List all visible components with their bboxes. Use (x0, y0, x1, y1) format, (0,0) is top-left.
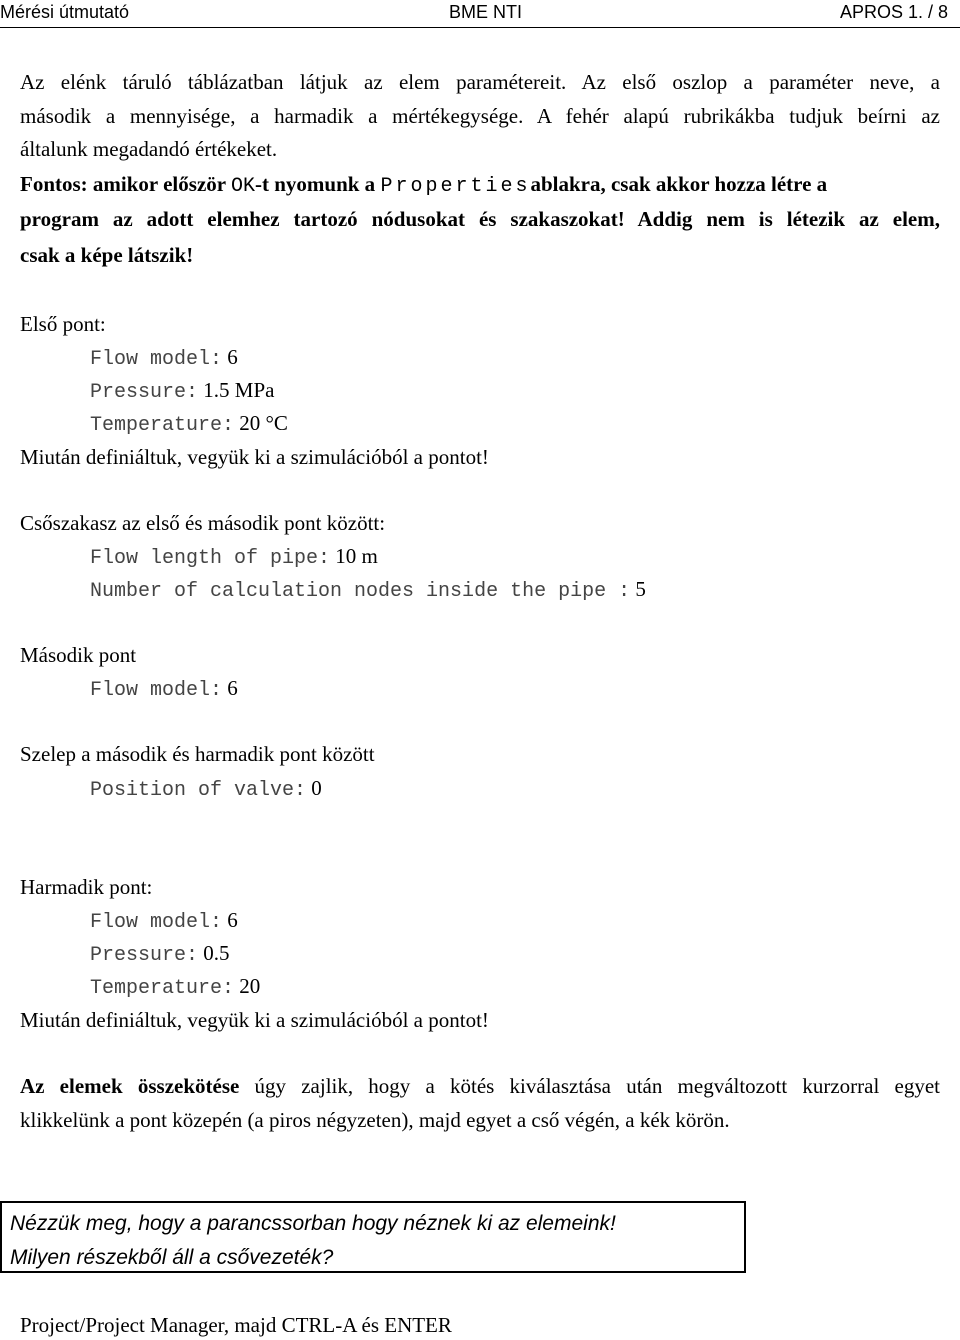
point1-flow-model (90, 345, 238, 371)
valve-position-value: 0 (306, 776, 322, 800)
warning-text-c: ablakra, csak akkor hozza létre a (530, 172, 828, 196)
pipe-nodes-value: 5 (630, 577, 646, 601)
warning-text-b: -t nyomunk a (254, 172, 381, 196)
intro-line-3: általunk megadandó értékeket. (20, 137, 278, 161)
valve-title: Szelep a második és harmadik pont között (20, 742, 375, 766)
intro-line-2: második a mennyisége, a harmadik a mértékegysége. A fehér alapú rubrikákba tudjuk beírni az (20, 104, 940, 128)
point1-flow-label: Flow model: (90, 348, 223, 371)
note-line-2: Milyen részekből áll a csővezeték? (10, 1246, 334, 1269)
warning-line-3: csak a képe látszik! (20, 243, 194, 267)
point3-flow-model (90, 908, 238, 934)
point3-temp-label: Temperature: (90, 977, 235, 1000)
point1-pressure-label: Pressure: (90, 381, 199, 404)
point2-title: Második pont (20, 643, 137, 667)
page-header (0, 0, 960, 26)
ok-keyword: OK (230, 175, 255, 198)
warning-line-1 (20, 172, 940, 198)
point3-title: Harmadik pont: (20, 875, 153, 899)
point3-pressure-value: 0.5 (198, 941, 230, 965)
point3-temp-value: 20 (234, 974, 261, 998)
point3-flow-value: 6 (222, 908, 238, 932)
pipe-nodes-label: Number of calculation nodes inside the pipe : (90, 580, 631, 603)
warning-text-a: Fontos: amikor először (20, 172, 231, 196)
connect-line-1 (20, 1074, 940, 1099)
note-line-1: Nézzük meg, hogy a parancssorban hogy néznek ki az elemeink! (10, 1212, 616, 1235)
point1-pressure (90, 378, 274, 404)
valve-position (90, 776, 322, 802)
intro-line-1: Az elénk táruló táblázatban látjuk az elem paramétereit. Az első oszlop a paraméter neve, a (20, 70, 940, 94)
note-box (0, 1201, 746, 1273)
pipe-title: Csőszakasz az első és második pont között: (20, 511, 386, 535)
point1-after-text: Miután definiáltuk, vegyük ki a szimulációból a pontot! (20, 445, 489, 469)
point3-temperature (90, 974, 260, 1000)
pipe-nodes (90, 577, 646, 603)
point3-pressure (90, 941, 230, 967)
connect-bold-text: Az elemek összekötése (20, 1074, 240, 1098)
point3-pressure-label: Pressure: (90, 944, 199, 967)
connect-rest-text: úgy zajlik, hogy a kötés kiválasztása után megváltozott kurzorral egyet (239, 1074, 940, 1098)
header-left-text: Mérési útmutató (0, 2, 130, 22)
point1-temp-value: 20 °C (234, 411, 288, 435)
point1-flow-value: 6 (222, 345, 238, 369)
pipe-length-label: Flow length of pipe: (90, 547, 331, 570)
header-center-text: BME NTI (449, 2, 523, 22)
footer-instruction: Project/Project Manager, majd CTRL-A és ENTER (20, 1313, 452, 1337)
point3-after-text: Miután definiáltuk, vegyük ki a szimulációból a pontot! (20, 1008, 489, 1032)
point1-temperature (90, 411, 288, 437)
point3-flow-label: Flow model: (90, 911, 223, 934)
warning-line-2: program az adott elemhez tartozó nódusokat és szakaszokat! Addig nem is létezik az elem, (20, 207, 940, 231)
header-rule (0, 27, 960, 28)
point1-pressure-value: 1.5 MPa (198, 378, 275, 402)
point1-temp-label: Temperature: (90, 414, 235, 437)
pipe-length (90, 544, 378, 570)
valve-position-label: Position of valve: (90, 779, 307, 802)
point2-flow-label: Flow model: (90, 679, 223, 702)
header-page-number: APROS 1. / 8 (839, 2, 948, 22)
point1-title: Első pont: (20, 312, 106, 336)
point2-flow-value: 6 (222, 676, 238, 700)
connect-line-2: klikkelünk a pont közepén (a piros négyzeten), majd egyet a cső végén, a kék körön. (20, 1108, 730, 1132)
point2-flow-model (90, 676, 238, 702)
properties-keyword: Properties (380, 175, 531, 198)
pipe-length-value: 10 m (330, 544, 378, 568)
